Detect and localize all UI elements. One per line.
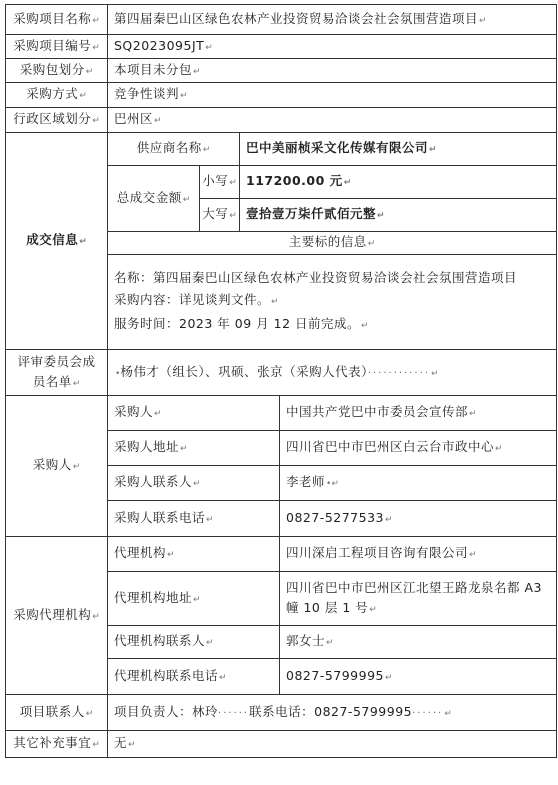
procurement-result-table: [5, 4, 557, 758]
small-label: 小写↵: [200, 166, 240, 199]
subject-name-line: 名称：第四届秦巴山区绿色农林产业投资贸易洽谈会社会氛围营造项目: [114, 270, 518, 285]
agency-label: 采购代理机构↵: [6, 537, 108, 695]
agency-phone-label: 代理机构联系电话↵: [108, 659, 280, 695]
deal-label: 成交信息↵: [6, 133, 108, 350]
agency-contact-value: 郭女士↵: [280, 626, 557, 659]
row-project-code: [6, 35, 557, 59]
committee-members: •杨伟才（组长）、巩硕、张京（采购人代表）············↵: [108, 350, 557, 396]
other-value: 无↵: [108, 731, 557, 758]
subject-title: 主要标的信息↵: [108, 232, 557, 255]
row-agency-name: [6, 537, 557, 572]
buyer-contact-label: 采购人联系人↵: [108, 466, 280, 501]
agency-name-value: 四川深启工程项目咨询有限公司↵: [280, 537, 557, 572]
row-project-name: [6, 5, 557, 35]
row-committee: [6, 350, 557, 396]
agency-name-label: 代理机构↵: [108, 537, 280, 572]
subject-detail: [108, 255, 557, 350]
region-label: 行政区域划分↵: [6, 108, 108, 133]
subject-content-line: 采购内容：详见谈判文件。↵: [114, 292, 279, 307]
subject-service-line: 服务时间：2023 年 09 月 12 日前完成。↵: [114, 316, 369, 331]
region-value: 巴州区↵: [108, 108, 557, 133]
row-method: [6, 83, 557, 108]
agency-address-label: 代理机构地址↵: [108, 572, 280, 626]
supplier-label: 供应商名称↵: [108, 133, 240, 166]
amount-label: 总成交金额↵: [108, 166, 200, 232]
committee-label: 评审委员会成 员名单↵: [6, 350, 108, 396]
project-code-value: SQ2023095JT↵: [108, 35, 557, 59]
big-label: 大写↵: [200, 199, 240, 232]
agency-phone-value: 0827-5799995↵: [280, 659, 557, 695]
big-value: 壹拾壹万柒仟贰佰元整↵: [240, 199, 557, 232]
buyer-address-label: 采购人地址↵: [108, 431, 280, 466]
project-code-label: 采购项目编号↵: [6, 35, 108, 59]
buyer-name-value: 中国共产党巴中市委员会宣传部↵: [280, 396, 557, 431]
buyer-phone-label: 采购人联系电话↵: [108, 501, 280, 537]
agency-address-value: 四川省巴中市巴州区江北望王路龙泉名都 A3 幢 10 层 1 号↵: [280, 572, 557, 626]
project-contact-value: 项目负责人：林玲······联系电话：0827-5799995······↵: [108, 695, 557, 731]
buyer-contact-value: 李老师•↵: [280, 466, 557, 501]
row-project-contact: [6, 695, 557, 731]
small-value: 117200.00 元↵: [240, 166, 557, 199]
row-other: [6, 731, 557, 758]
buyer-address-value: 四川省巴中市巴州区白云台市政中心↵: [280, 431, 557, 466]
row-supplier: [6, 133, 557, 166]
method-value: 竞争性谈判↵: [108, 83, 557, 108]
row-package: [6, 59, 557, 83]
row-region: [6, 108, 557, 133]
project-name-value: 第四届秦巴山区绿色农林产业投资贸易洽谈会社会氛围营造项目↵: [108, 5, 557, 35]
other-label: 其它补充事宜↵: [6, 731, 108, 758]
buyer-label: 采购人↵: [6, 396, 108, 537]
package-value: 本项目未分包↵: [108, 59, 557, 83]
package-label: 采购包划分↵: [6, 59, 108, 83]
supplier-value: 巴中美丽桢采文化传媒有限公司↵: [240, 133, 557, 166]
buyer-phone-value: 0827-5277533↵: [280, 501, 557, 537]
agency-contact-label: 代理机构联系人↵: [108, 626, 280, 659]
row-buyer-name: [6, 396, 557, 431]
buyer-name-label: 采购人↵: [108, 396, 280, 431]
project-name-label: 采购项目名称↵: [6, 5, 108, 35]
method-label: 采购方式↵: [6, 83, 108, 108]
project-contact-label: 项目联系人↵: [6, 695, 108, 731]
